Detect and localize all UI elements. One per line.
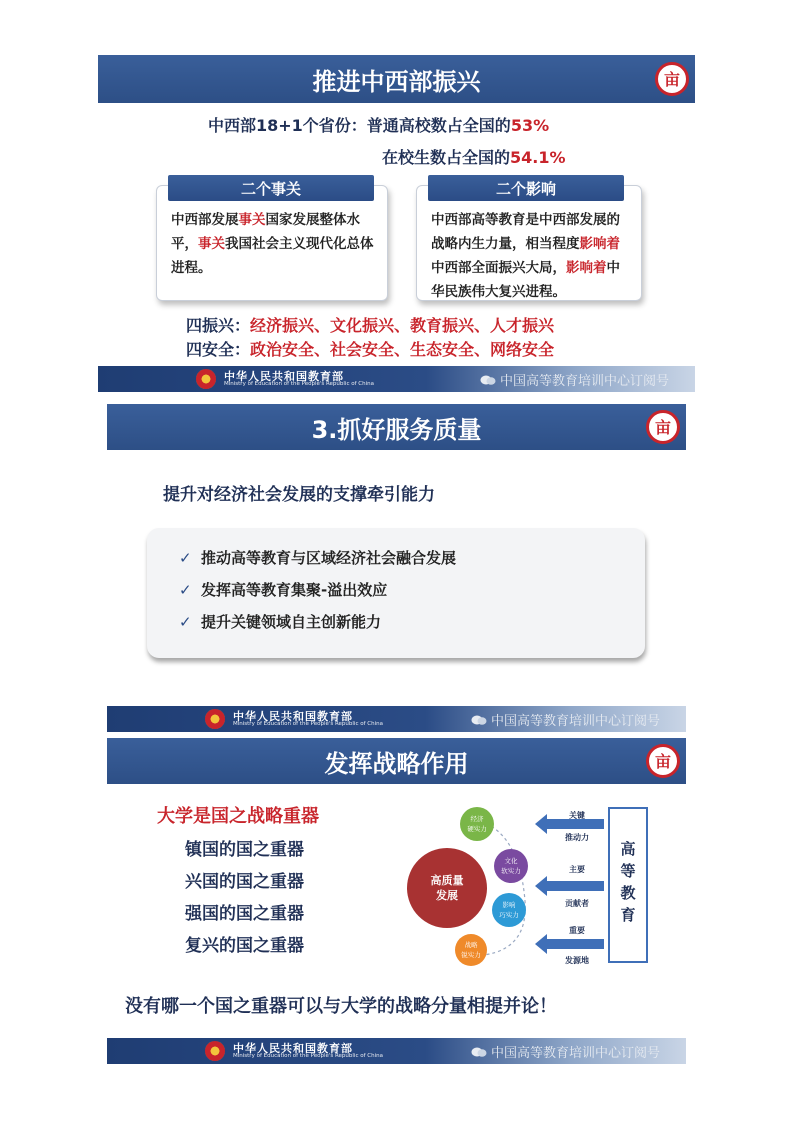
arrow-label: 发源地 xyxy=(565,956,589,965)
center-label: 高质量 xyxy=(430,874,464,887)
power-circle-cultural xyxy=(494,849,528,883)
side-label-char: 教 xyxy=(620,884,636,902)
logo-icon xyxy=(646,744,680,778)
box-two-concerns: 中西部发展事关国家发展整体水平，事关我国社会主义现代化总体进程。 xyxy=(156,185,388,301)
svg-text:亩: 亩 xyxy=(663,70,681,89)
slide2-subtitle: 提升对经济社会发展的支撑牵引能力 xyxy=(163,485,435,505)
power-circle-influence xyxy=(492,893,526,927)
wechat-icon xyxy=(471,1046,487,1058)
box-two-concerns-header: 二个事关 xyxy=(168,175,374,201)
power-circle-economic xyxy=(460,807,494,841)
arrow-label: 主要 xyxy=(569,865,585,874)
watermark: 中国高等教育培训中心订阅号 xyxy=(471,1042,660,1061)
slide3-line: 强国的国之重器 xyxy=(185,904,304,924)
center-circle xyxy=(407,848,487,928)
arrow-origin xyxy=(535,934,604,954)
watermark: 中国高等教育培训中心订阅号 xyxy=(471,710,660,729)
slide2-footer: 中华人民共和国教育部 Ministry of Education of the People's Republic of China 中国高等教育培训中心订阅号 xyxy=(107,706,686,732)
slide2-title-bar xyxy=(107,404,686,450)
power-circle-strategic xyxy=(455,934,487,966)
slide3-title: 发挥战略作用 xyxy=(324,749,469,778)
power-label: 硬实力 xyxy=(467,825,487,833)
svg-text:亩: 亩 xyxy=(654,418,672,437)
slide-service-quality xyxy=(107,404,686,732)
checklist-item: ✓ 发挥高等教育集聚-溢出效应 xyxy=(179,574,645,606)
national-emblem-icon xyxy=(205,1041,225,1061)
slide2-title: 3.抓好服务质量 xyxy=(311,415,482,444)
slide3-headline: 大学是国之战略重器 xyxy=(157,806,319,827)
slide3-title-bar xyxy=(107,738,686,784)
logo-icon xyxy=(646,410,680,444)
slide1-title-bar xyxy=(98,55,695,103)
arrow-label: 关键 xyxy=(569,811,585,820)
four-revitalizations: 四振兴：经济振兴、文化振兴、教育振兴、人才振兴 xyxy=(186,316,555,335)
arrow-label: 重要 xyxy=(569,926,585,935)
national-emblem-icon xyxy=(196,369,216,389)
check-icon: ✓ xyxy=(179,581,192,599)
power-label: 影响 xyxy=(502,901,516,909)
slide3-line: 兴国的国之重器 xyxy=(185,872,304,892)
strategy-diagram xyxy=(399,806,649,966)
arrow-label: 贡献者 xyxy=(565,899,589,908)
power-label: 锐实力 xyxy=(461,951,481,959)
power-label: 经济 xyxy=(470,815,484,823)
box-two-influences: 中西部高等教育是中西部发展的战略内生力量，相当程度影响着中西部全面振兴大局，影响着中华民族伟大复兴进程。 xyxy=(416,185,642,301)
slide1-footer: 中华人民共和国教育部 Ministry of Education of the People's Republic of China 中国高等教育培训中心订阅号 xyxy=(98,366,695,392)
wechat-icon xyxy=(471,714,487,726)
slide2-checklist-card xyxy=(147,528,645,658)
slide3-line: 复兴的国之重器 xyxy=(185,936,304,956)
logo-icon xyxy=(655,62,689,96)
arrow-label: 推动力 xyxy=(565,833,589,842)
slide3-line: 镇国的国之重器 xyxy=(185,840,304,860)
students-percentage: 54.1% xyxy=(510,148,566,167)
watermark: 中国高等教育培训中心订阅号 xyxy=(480,370,669,389)
checklist-item: ✓ 推动高等教育与区域经济社会融合发展 xyxy=(179,542,645,574)
side-label-char: 育 xyxy=(620,906,636,924)
side-label-char: 高 xyxy=(620,840,636,858)
stat-line-schools: 中西部18+1个省份：普通高校数占全国的53% xyxy=(208,116,550,135)
slide-strategic-role xyxy=(107,738,686,1064)
checklist-item: ✓ 提升关键领域自主创新能力 xyxy=(179,606,645,638)
slide3-footer: 中华人民共和国教育部 Ministry of Education of the People's Republic of China 中国高等教育培训中心订阅号 xyxy=(107,1038,686,1064)
check-icon: ✓ xyxy=(179,549,192,567)
power-label: 巧实力 xyxy=(499,911,519,919)
svg-text:亩: 亩 xyxy=(654,752,672,771)
arrow-contributor xyxy=(535,876,604,896)
wechat-icon xyxy=(480,374,496,386)
slide3-conclusion: 没有哪一个国之重器可以与大学的战略分量相提并论！ xyxy=(125,996,557,1017)
schools-percentage: 53% xyxy=(510,116,550,135)
four-securities: 四安全：政治安全、社会安全、生态安全、网络安全 xyxy=(186,340,555,359)
national-emblem-icon xyxy=(205,709,225,729)
slide1-title: 推进中西部振兴 xyxy=(312,67,481,96)
power-label: 文化 xyxy=(504,857,518,865)
box-two-influences-header: 二个影响 xyxy=(428,175,624,201)
check-icon: ✓ xyxy=(179,613,192,631)
side-label-char: 等 xyxy=(620,862,636,880)
power-label: 软实力 xyxy=(501,867,521,875)
slide-central-western xyxy=(98,55,695,392)
power-label: 战略 xyxy=(464,941,478,949)
center-label: 发展 xyxy=(436,889,458,902)
stat-line-students: 在校生数占全国的54.1% xyxy=(382,148,566,167)
